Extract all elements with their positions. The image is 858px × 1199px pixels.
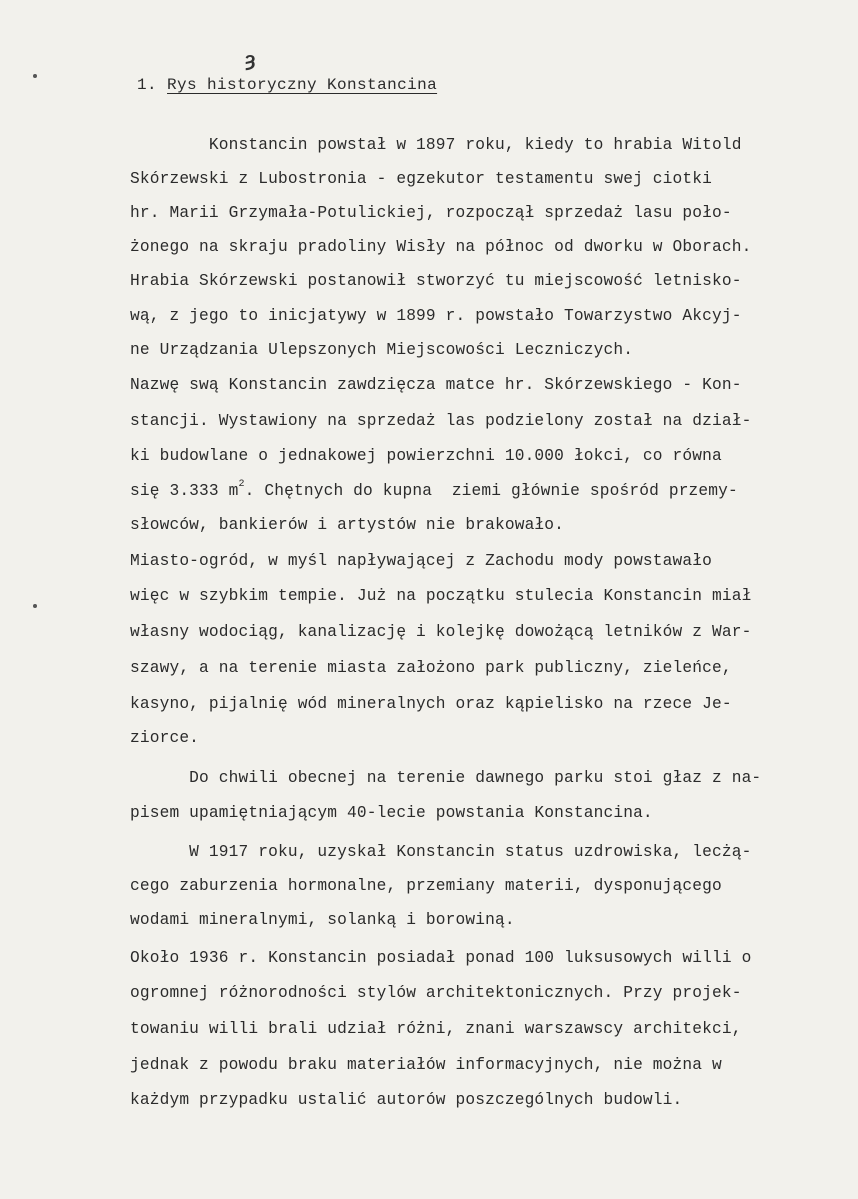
ink-mark: ȝ bbox=[244, 50, 257, 73]
text-line: szawy, a na terenie miasta założono park publiczny, zieleńce, bbox=[130, 659, 732, 677]
text-line: ziorce. bbox=[130, 729, 200, 747]
text-line: żonego na skraju pradoliny Wisły na północ od dworku w Oborach. bbox=[130, 238, 752, 256]
text-line-area bbox=[130, 481, 810, 504]
text-line: Skórzewski z Lubostronia - egzekutor testamentu swej ciotki bbox=[130, 170, 712, 188]
text-line: cego zaburzenia hormonalne, przemiany materii, dysponującego bbox=[130, 877, 722, 895]
text-line: własny wodociąg, kanalizację i kolejkę dowożącą letników z War- bbox=[130, 623, 752, 641]
text-line: Miasto-ogród, w myśl napływającej z Zachodu mody powstawało bbox=[130, 552, 712, 570]
text-line: hr. Marii Grzymała-Potulickiej, rozpoczął sprzedaż lasu poło- bbox=[130, 204, 732, 222]
text-line: ogromnej różnorodności stylów architektonicznych. Przy projek- bbox=[130, 984, 742, 1002]
text-line: Konstancin powstał w 1897 roku, kiedy to hrabia Witold bbox=[130, 136, 742, 154]
area-superscript: 2 bbox=[238, 479, 245, 490]
section-heading bbox=[137, 76, 437, 94]
text-line: Nazwę swą Konstancin zawdzięcza matce hr. Skórzewskiego - Kon- bbox=[130, 376, 742, 394]
text-line: jednak z powodu braku materiałów informacyjnych, nie można w bbox=[130, 1056, 722, 1074]
punch-hole-mark bbox=[33, 604, 37, 608]
text-line: więc w szybkim tempie. Już na początku stulecia Konstancin miał bbox=[130, 587, 752, 605]
text-line: wą, z jego to inicjatywy w 1899 r. powstało Towarzystwo Akcyj- bbox=[130, 307, 742, 325]
text-line: kasyno, pijalnię wód mineralnych oraz kąpielisko na rzece Je- bbox=[130, 695, 732, 713]
text-line: wodami mineralnymi, solanką i borowiną. bbox=[130, 911, 515, 929]
text-line: Do chwili obecnej na terenie dawnego parku stoi głaz z na- bbox=[130, 769, 762, 787]
text-line: słowców, bankierów i artystów nie brakowało. bbox=[130, 516, 565, 534]
text-line: towaniu willi brali udział różni, znani warszawscy architekci, bbox=[130, 1020, 742, 1038]
text-line: stancji. Wystawiony na sprzedaż las podzielony został na dział- bbox=[130, 412, 752, 430]
text-line: W 1917 roku, uzyskał Konstancin status uzdrowiska, lecżą- bbox=[130, 843, 752, 861]
text-line: ki budowlane o jednakowej powierzchni 10.000 łokci, co równa bbox=[130, 447, 722, 465]
text-line: pisem upamiętniającym 40-lecie powstania Konstancina. bbox=[130, 804, 653, 822]
heading-number: 1. bbox=[137, 76, 158, 94]
heading-title: Rys historyczny Konstancina bbox=[167, 76, 438, 94]
text-line: każdym przypadku ustalić autorów poszczególnych budowli. bbox=[130, 1091, 683, 1109]
punch-hole-mark bbox=[33, 74, 37, 78]
area-text-after: . Chętnych do kupna ziemi głównie spośród przemy- bbox=[244, 482, 738, 500]
area-text-before: się 3.333 m bbox=[130, 482, 239, 500]
text-line: Hrabia Skórzewski postanowił stworzyć tu miejscowość letnisko- bbox=[130, 272, 742, 290]
text-line: Około 1936 r. Konstancin posiadał ponad 100 luksusowych willi o bbox=[130, 949, 752, 967]
text-line: ne Urządzania Ulepszonych Miejscowości Leczniczych. bbox=[130, 341, 634, 359]
